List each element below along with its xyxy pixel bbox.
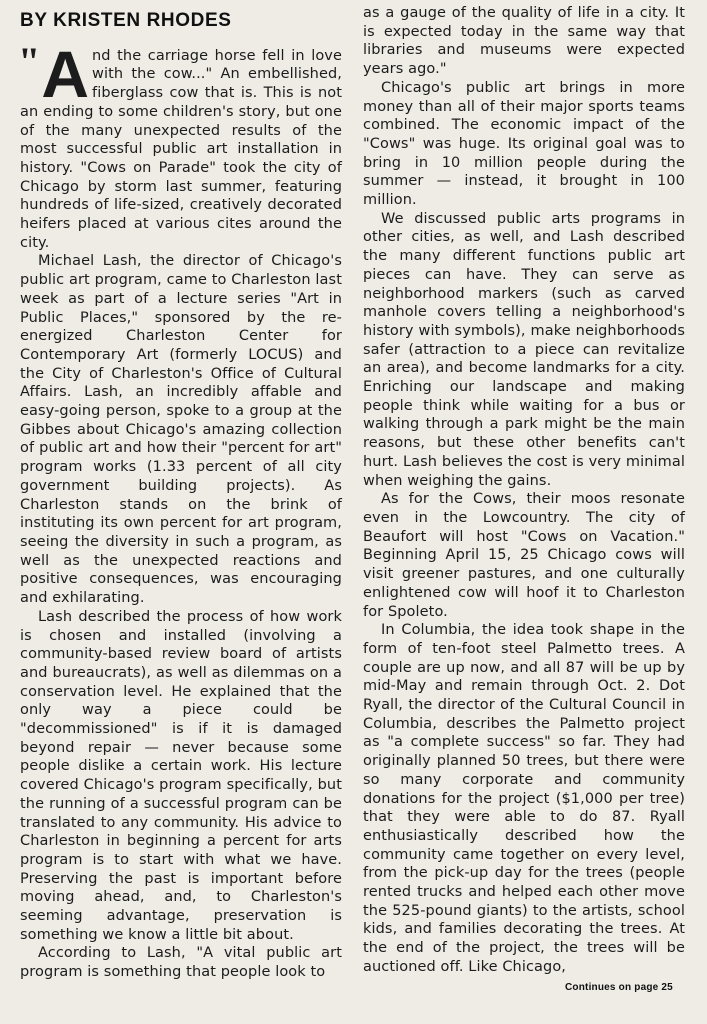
drop-cap-quote: " [18, 38, 41, 84]
byline: BY KRISTEN RHODES [20, 10, 232, 31]
article-paragraph: Lash described the process of how work is chosen and installed (involving a community-based review board of artists and bureaucrats), as well as dilemmas on a conservation level. He explained that the only way a piece could be "decommissioned" is if it is damaged beyond repair — never because some people dislike a certain work. His lecture covered Chicago's program specifically, but the running of a successful program can be translated to any community. His advice to Charleston in beginning a percent for arts program is to start with what we have. Preserving the past is important before moving ahead, and, to Charleston's seeming advantage, preservation is something we know a little bit about. [20, 608, 342, 943]
article-paragraph: In Columbia, the idea took shape in the form of ten-foot steel Palmetto trees. A couple are up now, and all 87 will be up by mid-May and remain through Oct. 2. Dot Ryall, the director of the Cultural Council in Columbia, describes the Palmetto project as "a complete success" so far. They had originally planned 50 trees, but there were so many corporate and community donations for the project ($1,000 per tree) that they were able to do 87. Ryall enthusiastically described how the community came together on every level, from the pick-up day for the trees (people rented trucks and helped each other move the 525-pound giants) to the artists, school kids, and families decorating the trees. At the end of the project, the trees will be auctioned off. Like Chicago, [363, 622, 685, 975]
article-paragraph: as a gauge of the quality of life in a city. It is expected today in the same way that libraries and museums were expected years ago." [363, 5, 685, 78]
article-paragraph: As for the Cows, their moos resonate even in the Lowcountry. The city of Beaufort will host "Cows on Vacation." Beginning April 15, 25 Chicago cows will visit greener pastures, and one culturally enlightened cow will hoof it to Charleston for Spoleto. [363, 491, 685, 620]
drop-cap [18, 36, 88, 111]
article-paragraph: We discussed public arts programs in other cities, as well, and Lash described the many different functions public art pieces can have. They can serve as neighborhood markers (such as carved manhole covers telling a neighborhood's history with symbols), make neighborhoods safer (attraction to a piece can revitalize an area), and become landmarks for a city. Enriching our landscape and making people think while waiting for a bus or walking through a park might be the main reasons, but these other benefits can't hurt. Lash believes the cost is very minimal when weighing the gains. [363, 210, 685, 489]
paragraph-text: nd the carriage horse fell in love with the cow..." An embellished, fiberglass cow that is. This is not an ending to some children's story, but one of the many unexpected results of the most successful public art installation in history. "Cows on Parade" took the city of Chicago by storm last summer, featuring hundreds of life-sized, creatively decorated heifers placed at various cites around the city. [20, 47, 342, 251]
article-paragraph: Chicago's public art brings in more money than all of their major sports teams combined. The economic impact of the "Cows" was huge. Its original goal was to bring in 10 million people during the summer — instead, it brought in 100 million. [363, 79, 685, 209]
drop-cap-letter: A [41, 36, 88, 111]
article-paragraph: According to Lash, "A vital public art program is something that people look to [20, 945, 342, 981]
article-paragraph [18, 36, 342, 253]
article-column-right [363, 4, 685, 977]
continues-on-page-jump: Continues on page 25 [565, 982, 673, 993]
article-column-left [20, 4, 342, 982]
article-paragraph: Michael Lash, the director of Chicago's public art program, came to Charleston last week as part of a lecture series "Art in Public Places," sponsored by the re-energized Charleston Center for Contemporary Art (formerly LOCUS) and the City of Charleston's Office of Cultural Affairs. Lash, an incredibly affable and easy-going person, spoke to a group at the Gibbes about Chicago's amazing collection of public art and how their "percent for art" program works (1.33 percent of all city government building projects). As Charleston stands on the brink of instituting its own percent for art program, seeing the diversity in such a program, as well as the unexpected reactions and positive consequences, was encouraging and exhilarating. [20, 253, 342, 607]
